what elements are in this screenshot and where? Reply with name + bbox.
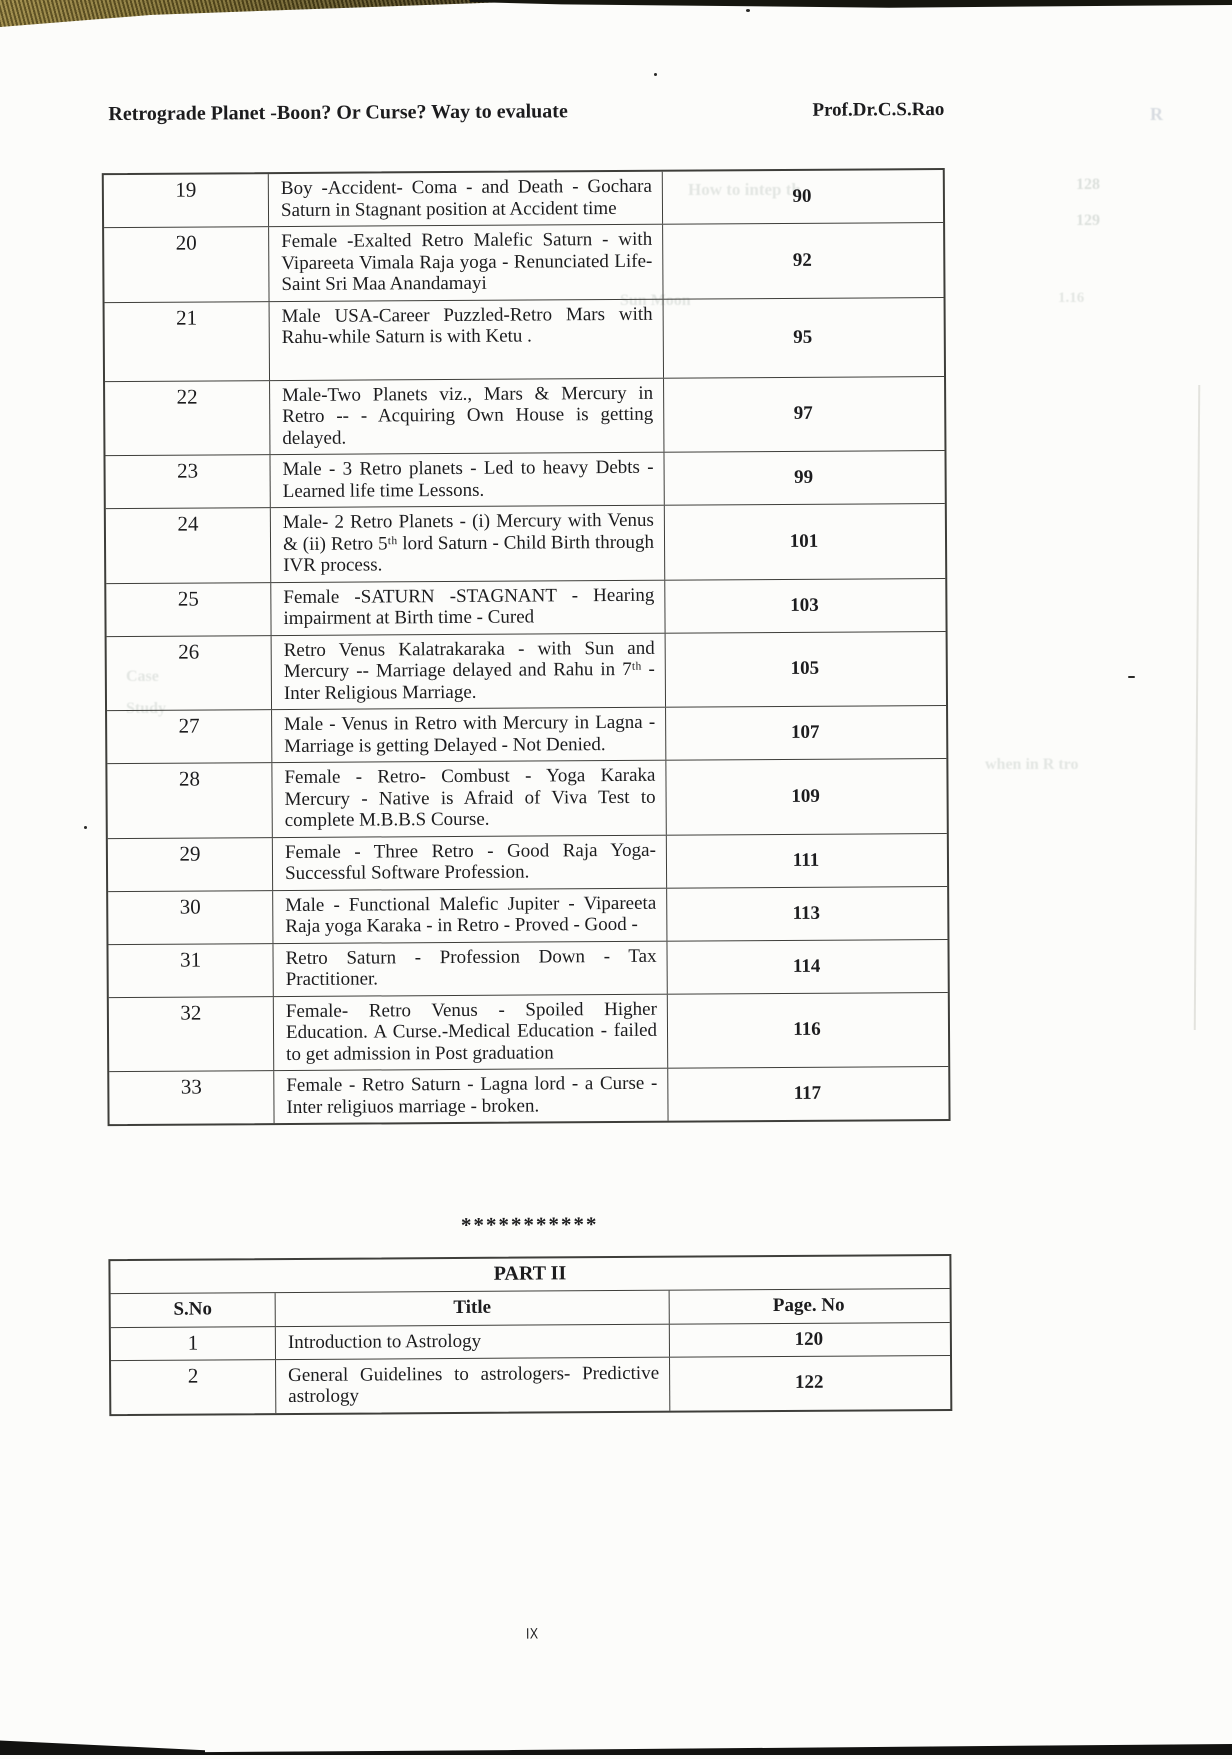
toc-row-page: 90 <box>792 185 812 207</box>
toc-row-page: 92 <box>792 249 812 271</box>
toc-row-sno: 27 <box>107 710 272 763</box>
toc-row-title: General Guidelines to astrologers- Predictive astrology <box>276 1357 670 1412</box>
part2-column-headers <box>111 1289 950 1328</box>
toc-row-sno: 1 <box>111 1327 276 1360</box>
toc-row-sno: 32 <box>109 997 274 1072</box>
toc-row-title: Retro Saturn - Profession Down - Tax Practitioner. <box>273 941 667 995</box>
toc-row-sno: 28 <box>107 763 272 838</box>
toc-row-sno: 25 <box>106 583 271 636</box>
toc-row <box>111 1323 950 1360</box>
toc-row <box>105 375 944 455</box>
toc-row-page: 97 <box>793 403 813 425</box>
toc-row-title: Male - 3 Retro planets - Led to heavy Debts - Learned life time Lessons. <box>270 453 664 507</box>
toc-row-title: Female -SATURN -STAGNANT - Hearing impairment at Birth time - Cured <box>271 580 665 634</box>
bleedthrough-text: when in R tro <box>985 756 1079 773</box>
bleedthrough-text: Study <box>126 700 167 717</box>
book-title: Retrograde Planet -Boon? Or Curse? Way to evaluate <box>108 100 568 126</box>
toc-row <box>109 1066 948 1124</box>
toc-row-page: 107 <box>790 721 820 743</box>
toc-row-title: Female - Retro- Combust - Yoga Karaka Mercury - Native is Afraid of Viva Test to complete M.B.B.S Course. <box>272 761 666 837</box>
bleedthrough-text: Sun Moon <box>620 292 691 309</box>
author-name: Prof.Dr.C.S.Rao <box>812 98 945 121</box>
toc-row-page: 105 <box>790 658 820 680</box>
toc-row-title: Female - Three Retro - Good Raja Yoga- Successful Software Profession. <box>273 835 667 889</box>
toc-row <box>106 577 945 635</box>
toc-row-sno: 30 <box>108 891 273 944</box>
toc-row-title: Female - Retro Saturn - Lagna lord - a Curse - Inter religiuos marriage - broken. <box>274 1069 668 1123</box>
toc-row-sno: 26 <box>107 636 272 711</box>
toc-row <box>106 503 945 583</box>
toc-row-title: Introduction to Astrology <box>276 1325 670 1359</box>
toc-row <box>108 832 947 890</box>
toc-row-page: 103 <box>790 594 819 616</box>
toc-row-sno: 23 <box>105 455 270 508</box>
toc-row-page: 95 <box>793 326 813 348</box>
column-header-page: Page. No <box>772 1294 845 1317</box>
toc-row-title: Male USA-Career Puzzled-Retro Mars with Rahu-while Saturn is with Ketu . <box>270 299 664 379</box>
bleedthrough-text: How to intep th <box>688 180 801 199</box>
toc-row-sno: 22 <box>105 381 270 456</box>
section-separator: *********** <box>460 1212 599 1237</box>
toc-row-page: 122 <box>794 1371 824 1393</box>
part2-toc-table <box>108 1254 952 1416</box>
toc-row-title: Male - Functional Malefic Jupiter - Vipareeta Raja yoga Karaka - in Retro - Proved - Good - <box>273 888 667 942</box>
toc-row-title: Female -Exalted Retro Malefic Saturn - with Vipareeta Vimala Raja yoga - Renunciated Life- Saint Sri Maa Anandamayi <box>269 225 663 301</box>
toc-row-page: 109 <box>791 785 820 807</box>
toc-row <box>107 630 946 710</box>
toc-row-sno: 19 <box>104 174 269 227</box>
toc-row-title: Female- Retro Venus - Spoiled Higher Education. A Curse.-Medical Education - failed to get admission in Post graduation <box>274 994 668 1070</box>
toc-row-page: 101 <box>789 530 819 552</box>
toc-row <box>105 296 944 380</box>
toc-row-sno: 20 <box>104 227 269 302</box>
toc-row <box>105 450 944 508</box>
bleedthrough-text: 128 <box>1076 176 1100 193</box>
bleedthrough-text: 129 <box>1076 212 1100 229</box>
toc-row-title: Male-Two Planets viz., Mars & Mercury in Retro -- - Acquiring Own House is getting delayed. <box>270 378 664 454</box>
toc-row <box>108 938 947 996</box>
toc-row-page: 116 <box>793 1019 821 1041</box>
toc-row-page: 113 <box>792 902 821 924</box>
toc-row <box>107 758 946 838</box>
toc-row-page: 114 <box>792 955 821 977</box>
toc-row-page: 99 <box>794 466 814 488</box>
bleedthrough-text: R <box>1150 104 1163 124</box>
toc-row-page: 111 <box>792 849 820 871</box>
toc-row-sno: 21 <box>105 302 270 381</box>
part2-table-body <box>111 1323 951 1414</box>
toc-row <box>111 1354 950 1413</box>
toc-row-title: Boy -Accident- Coma - and Death - Gochara Saturn in Stagnant position at Accident time <box>269 172 663 226</box>
toc-row <box>104 170 943 227</box>
toc-row-sno: 31 <box>108 944 273 997</box>
part2-heading: PART II <box>110 1256 949 1294</box>
toc-row-sno: 2 <box>111 1360 276 1414</box>
toc-row-sno: 24 <box>106 508 271 583</box>
scan-speck <box>84 826 87 829</box>
toc-row <box>104 222 943 302</box>
toc-row-sno: 29 <box>108 838 273 891</box>
scan-speck <box>654 73 657 76</box>
toc-row-sno: 33 <box>109 1071 274 1124</box>
toc-row-page: 117 <box>793 1082 822 1104</box>
scan-speck <box>746 9 750 12</box>
column-header-title: Title <box>276 1291 670 1326</box>
bleedthrough-text: 1.16 <box>1058 290 1085 306</box>
page-header <box>108 98 944 126</box>
toc-row-title: Male - Venus in Retro with Mercury in Lagna - Marriage is getting Delayed - Not Denied. <box>272 708 666 762</box>
toc-row-page: 120 <box>794 1328 824 1350</box>
scan-speck <box>1128 676 1135 678</box>
toc-row-title: Retro Venus Kalatrakaraka - with Sun and Mercury -- Marriage delayed and Rahu in 7ᵗʰ - Inter Religious Marriage. <box>272 633 666 709</box>
page-number: IX <box>525 1625 539 1643</box>
toc-row <box>108 885 947 943</box>
toc-row-title: Male- 2 Retro Planets - (i) Mercury with Venus & (ii) Retro 5ᵗʰ lord Saturn - Child Birth through IVR process. <box>271 506 665 582</box>
part1-toc-table <box>102 168 951 1126</box>
column-header-sno: S.No <box>111 1293 276 1327</box>
toc-row <box>109 991 948 1071</box>
bleedthrough-text: Case <box>126 668 159 685</box>
toc-row <box>107 705 946 763</box>
